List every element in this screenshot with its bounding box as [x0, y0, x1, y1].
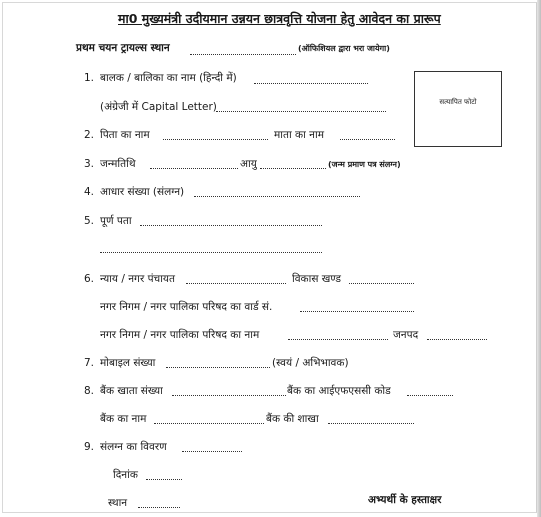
address-label: पूर्ण पता — [100, 215, 132, 227]
branch-label: बैंक की शाखा — [266, 413, 319, 425]
father-name-label: पिता का नाम — [100, 129, 150, 141]
dob-label: जन्मतिथि — [100, 158, 136, 170]
trial-center-field[interactable] — [190, 54, 296, 55]
photo-box — [414, 71, 502, 147]
branch-field[interactable] — [328, 423, 414, 424]
panchayat-label: न्याय / नगर पंचायत — [100, 273, 176, 285]
item-number-2: 2. — [84, 129, 95, 141]
attachments-label: संलग्न का विवरण — [100, 441, 167, 453]
mother-name-field[interactable] — [340, 139, 395, 140]
name-hindi-label: बालक / बालिका का नाम (हिन्दी में) — [100, 72, 237, 84]
mother-name-label: माता का नाम — [274, 129, 324, 141]
name-english-label: (अंग्रेजी में Capital Letter) — [100, 101, 217, 113]
signature-label: अभ्यर्थी के हस्ताक्षर — [368, 494, 442, 506]
ifsc-label: बैंक का आईएफएससी कोड — [287, 385, 391, 397]
district-label: जनपद — [393, 329, 419, 341]
age-label: आयु — [240, 158, 257, 170]
item-number-8: 8. — [84, 385, 95, 397]
block-label: विकास खण्ड — [292, 273, 341, 285]
address-field-line-2[interactable] — [100, 252, 322, 253]
district-field[interactable] — [427, 339, 487, 340]
trial-center-label: प्रथम चयन ट्रायल्स स्थान — [76, 42, 170, 54]
ward-field[interactable] — [300, 311, 414, 312]
date-field[interactable] — [146, 479, 182, 480]
dob-field[interactable] — [150, 168, 238, 169]
aadhaar-field[interactable] — [194, 196, 360, 197]
photo-label: सत्यापित फोटो — [439, 98, 477, 106]
account-field[interactable] — [172, 395, 286, 396]
item-number-6: 6. — [84, 273, 95, 285]
ward-label: नगर निगम / नगर पालिका परिषद का वार्ड सं. — [100, 301, 273, 313]
aadhaar-label: आधार संख्या (संलग्न) — [100, 186, 185, 198]
ifsc-field[interactable] — [407, 395, 453, 396]
father-name-field[interactable] — [163, 139, 268, 140]
dob-note: (जन्म प्रमाण पत्र संलग्न) — [328, 160, 401, 169]
municipality-label: नगर निगम / नगर पालिका परिषद का नाम — [100, 329, 260, 341]
mobile-label: मोबाइल संख्या — [100, 357, 156, 369]
municipality-field[interactable] — [288, 339, 388, 340]
place-field[interactable] — [138, 507, 180, 508]
attachments-field[interactable] — [182, 451, 242, 452]
date-label: दिनांक — [113, 469, 138, 481]
item-number-7: 7. — [84, 357, 95, 369]
panchayat-field[interactable] — [186, 283, 286, 284]
place-label: स्थान — [108, 497, 128, 509]
address-field-line-1[interactable] — [140, 225, 322, 226]
item-number-5: 5. — [84, 215, 95, 227]
item-number-9: 9. — [84, 441, 95, 453]
page-edge — [537, 0, 541, 517]
mobile-note: (स्वयं / अभिभावक) — [272, 357, 349, 369]
trial-center-note: (ऑफिशियल द्वारा भरा जायेगा) — [298, 44, 390, 53]
name-hindi-field[interactable] — [254, 83, 368, 84]
block-field[interactable] — [349, 283, 414, 284]
mobile-field[interactable] — [166, 367, 270, 368]
form-title: मा0 मुख्यमंत्री उदीयमान उन्नयन छात्रवृत्ति योजना हेतु आवेदन का प्रारूप — [118, 11, 441, 26]
bank-name-field[interactable] — [154, 423, 264, 424]
bank-name-label: बैंक का नाम — [100, 413, 147, 425]
name-english-field[interactable] — [216, 111, 386, 112]
item-number-1: 1. — [84, 72, 95, 84]
age-field[interactable] — [260, 168, 326, 169]
account-label: बैंक खाता संख्या — [100, 385, 163, 397]
item-number-3: 3. — [84, 158, 95, 170]
item-number-4: 4. — [84, 186, 95, 198]
